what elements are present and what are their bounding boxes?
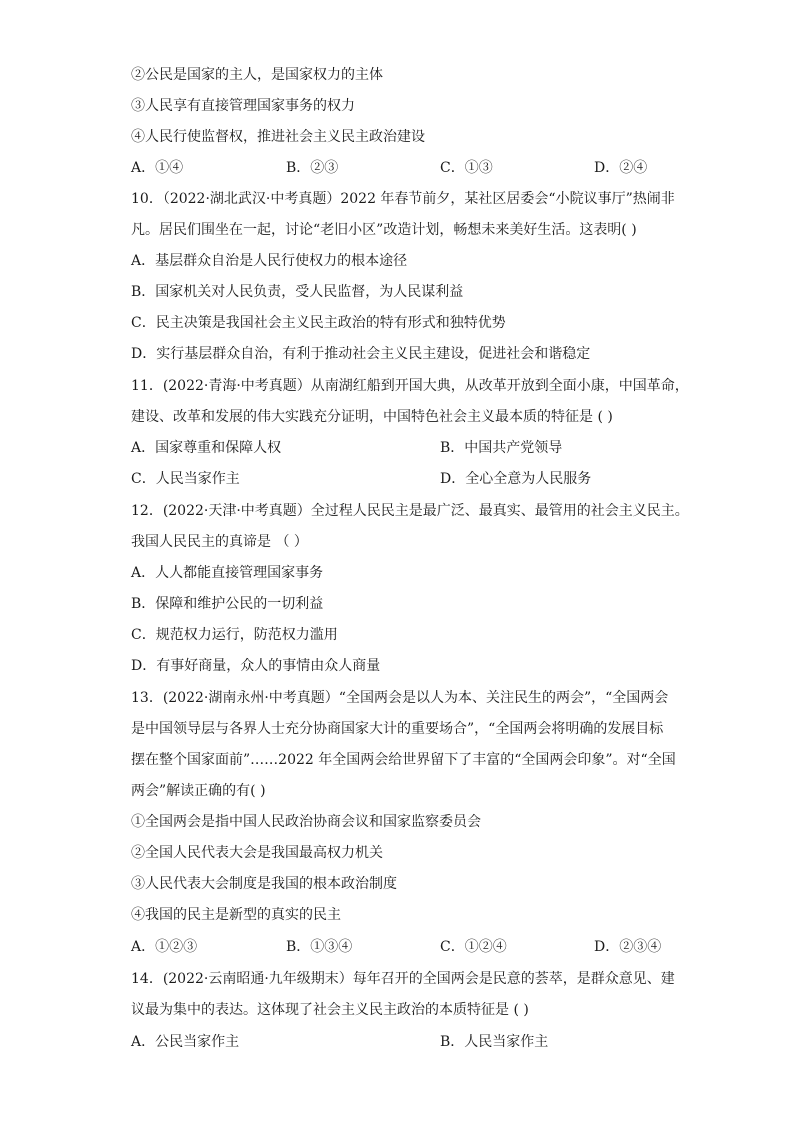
q11-option-d: D．全心全意为人民服务	[440, 471, 592, 487]
q14-option-b: B．人民当家作主	[440, 1034, 549, 1050]
q13-stem-line-4: 两会”解读正确的有( )	[131, 783, 266, 799]
q12-option-b: B．保障和维护公民的一切利益	[131, 596, 324, 612]
q14-stem-line-2: 议最为集中的表达。这体现了社会主义民主政治的本质特征是 ( )	[131, 1002, 529, 1018]
q13-option-a: A．①②③	[131, 939, 198, 955]
q13-stem-line-3: 摆在整个国家面前”……2022 年全国两会给世界留下了丰富的“全国两会印象”。对“全国	[131, 752, 676, 768]
q13-item-2: ②全国人民代表大会是我国最高权力机关	[131, 845, 383, 861]
q10-stem-line-1: 10．（2022·湖北武汉·中考真题）2022 年春节前夕，某社区居委会“小院议事厅”热闹非	[131, 191, 675, 207]
q11-stem-line-1: 11．(2022·青海·中考真题）从南湖红船到开国大典，从改革开放到全面小康，中国革命，	[131, 378, 689, 394]
q11-option-b: B．中国共产党领导	[440, 440, 563, 456]
q13-stem-line-2: 是中国领导层与各界人士充分协商国家大计的重要场合”，“全国两会将明确的发展目标	[131, 721, 664, 737]
q11-option-a: A．国家尊重和保障人权	[131, 440, 282, 456]
q11-stem-line-2: 建设、改革和发展的伟大实践充分证明，中国特色社会主义最本质的特征是 ( )	[131, 409, 613, 425]
q13-stem-line-1: 13．(2022·湖南永州·中考真题）“全国两会是以人为本、关注民生的两会”，“全国两会	[131, 690, 669, 706]
q9-item-4: ④人民行使监督权，推进社会主义民主政治建设	[131, 129, 425, 145]
q10-option-c: C．民主决策是我国社会主义民主政治的特有形式和独特优势	[131, 315, 506, 331]
q10-option-b: B．国家机关对人民负责，受人民监督，为人民谋利益	[131, 284, 464, 300]
q10-stem-line-2: 凡。居民们围坐在一起，讨论“老旧小区”改造计划，畅想未来美好生活。这表明( )	[131, 222, 637, 238]
q10-option-d: D．实行基层群众自治，有利于推动社会主义民主建设，促进社会和谐稳定	[131, 346, 591, 362]
q9-option-b: B．②③	[286, 160, 339, 176]
q9-item-2: ②公民是国家的主人，是国家权力的主体	[131, 67, 383, 83]
q14-option-a: A．公民当家作主	[131, 1034, 240, 1050]
q9-option-c: C．①③	[440, 160, 493, 176]
q13-option-b: B．①③④	[286, 939, 353, 955]
q9-option-a: A．①④	[131, 160, 184, 176]
q10-option-a: A．基层群众自治是人民行使权力的根本途径	[131, 253, 408, 269]
q13-item-1: ①全国两会是指中国人民政治协商会议和国家监察委员会	[131, 814, 481, 830]
q11-option-c: C．人民当家作主	[131, 471, 240, 487]
q12-stem-line-2: 我国人民民主的真谛是 （ ）	[131, 534, 308, 550]
q12-stem-line-1: 12．(2022·天津·中考真题）全过程人民民主是最广泛、最真实、最管用的社会主义民主。	[131, 503, 689, 519]
q12-option-d: D．有事好商量，众人的事情由众人商量	[131, 658, 381, 674]
q13-item-3: ③人民代表大会制度是我国的根本政治制度	[131, 876, 397, 892]
q13-item-4: ④我国的民主是新型的真实的民主	[131, 907, 341, 923]
q9-option-d: D．②④	[594, 160, 648, 176]
q14-stem-line-1: 14．(2022·云南昭通·九年级期末）每年召开的全国两会是民意的荟萃，是群众意见、建	[131, 971, 675, 987]
q12-option-c: C．规范权力运行，防范权力滥用	[131, 627, 338, 643]
q12-option-a: A．人人都能直接管理国家事务	[131, 565, 324, 581]
q13-option-c: C．①②④	[440, 939, 507, 955]
q9-item-3: ③人民享有直接管理国家事务的权力	[131, 98, 355, 114]
q13-option-d: D．②③④	[594, 939, 662, 955]
